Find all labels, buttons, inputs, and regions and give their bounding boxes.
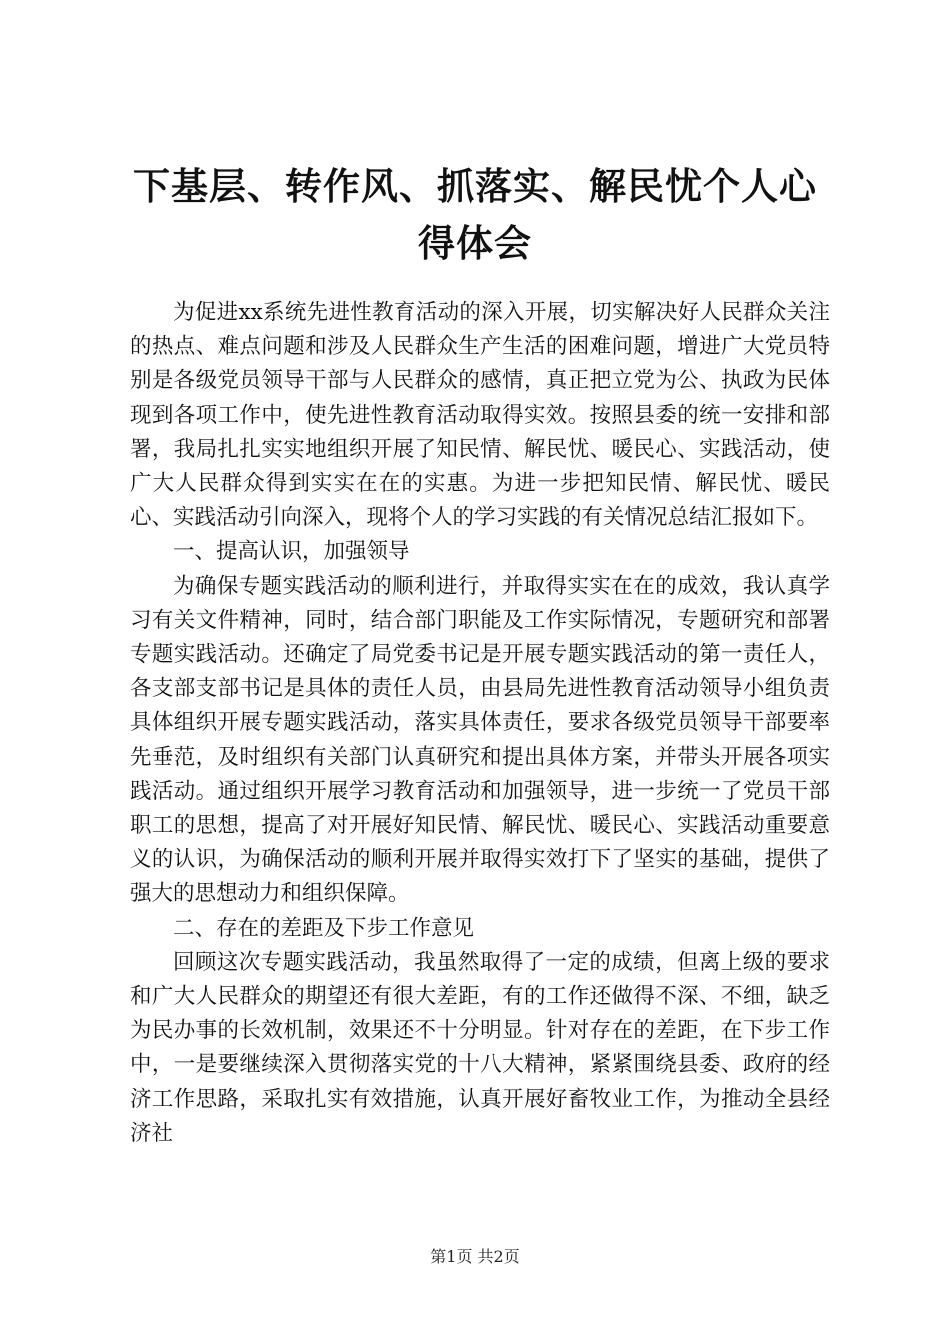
section-heading-2: 二、存在的差距及下步工作意见 — [173, 915, 475, 941]
document-title: 下基层、转作风、抓落实、解民忧个人心得体会 — [133, 165, 817, 265]
page-number-footer: 第1页 共2页 — [430, 1247, 520, 1266]
document-body — [130, 296, 830, 1151]
intro-paragraph: 为促进xx系统先进性教育活动的深入开展，切实解决好人民群众关注的热点、难点问题和涉及人民群众生产生活的困难问题，增进广大党员特别是各级党员领导干部与人民群众的感情，真正把立党为公、执政为民体现到各项工作中，使先进性教育活动取得实效。按照县委的统一安排和部署，我局扎扎实实地组织开展了知民情、解民忧、暖民心、实践活动，使广大人民群众得到实实在在的实惠。为进一步把知民情、解民忧、暖民心、实践活动引向深入，现将个人的学习实践的有关情况总结汇报如下。 — [130, 300, 830, 531]
section-2-paragraph: 回顾这次专题实践活动，我虽然取得了一定的成绩，但离上级的要求和广大人民群众的期望还有很大差距，有的工作还做得不深、不细，缺乏为民办事的长效机制，效果还不十分明显。针对存在的差距，在下步工作中，一是要继续深入贯彻落实党的十八大精神，紧紧围绕县委、政府的经济工作思路，采取扎实有效措施，认真开展好畜牧业工作，为推动全县经济社 — [130, 949, 830, 1146]
section-heading-1: 一、提高认识，加强领导 — [173, 539, 410, 565]
section-1-paragraph: 为确保专题实践活动的顺利进行，并取得实实在在的成效，我认真学习有关文件精神，同时，结合部门职能及工作实际情况，专题研究和部署专题实践活动。还确定了局党委书记是开展专题实践活动的第一责任人，各支部支部书记是具体的责任人员，由县局先进性教育活动领导小组负责具体组织开展专题实践活动，落实具体责任，要求各级党员领导干部要率先垂范，及时组织有关部门认真研究和提出具体方案，并带头开展各项实践活动。通过组织开展学习教育活动和加强领导，进一步统一了党员干部职工的思想，提高了对开展好知民情、解民忧、暖民心、实践活动重要意义的认识，为确保活动的顺利开展并取得实效打下了坚实的基础，提供了强大的思想动力和组织保障。 — [130, 573, 830, 907]
